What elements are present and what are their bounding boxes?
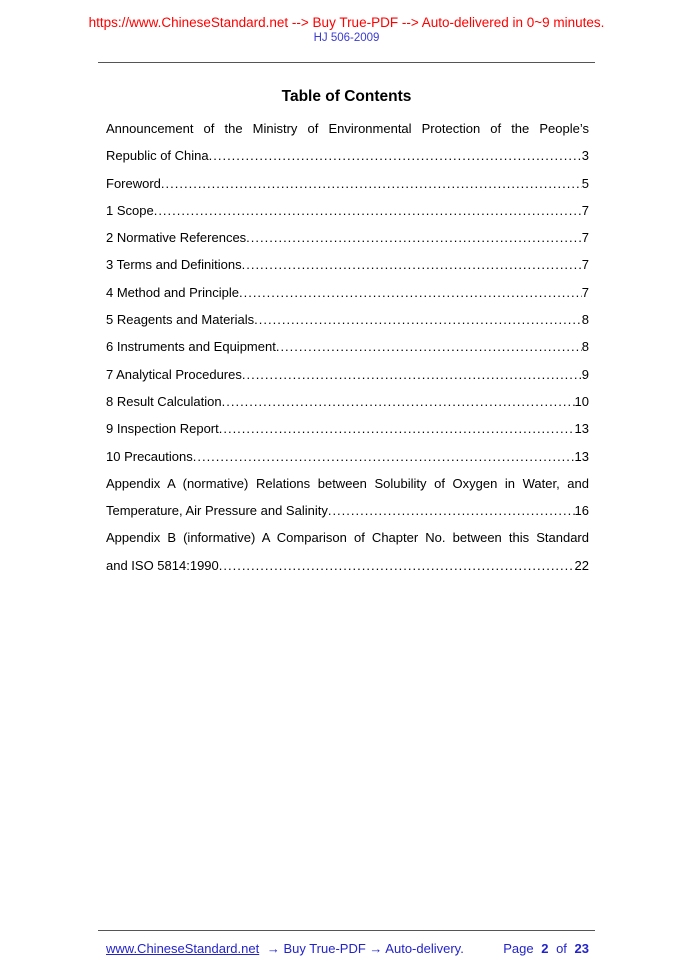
toc-leader-dots [328,497,575,524]
toc-entry-page-number: 9 [581,366,589,382]
toc-entry-page-number: 7 [581,202,589,218]
toc-entry-page-number: 13 [574,448,589,464]
toc-entry-label: 8 Result Calculation [106,393,222,409]
toc-entry-label: 9 Inspection Report [106,421,219,437]
toc-entry [106,115,589,170]
toc-entry-last-line [106,306,589,333]
toc-entry-last-line [106,224,589,251]
toc-entry-last-line [106,497,589,524]
toc-entry-page-number: 8 [581,312,589,328]
toc-list [106,115,589,579]
toc-entry-label: Foreword [106,175,161,191]
promo-banner-link[interactable]: https://www.ChineseStandard.net --> Buy True-PDF --> Auto-delivered in 0~9 minutes. [88,15,605,30]
toc-entry-page-number: 7 [581,230,589,246]
header-divider [98,62,595,63]
toc-entry-label: Temperature, Air Pressure and Salinity [106,503,328,519]
toc-entry-last-line [106,279,589,306]
toc-entry [106,415,589,442]
toc-entry-last-line [106,415,589,442]
toc-entry-last-line [106,388,589,415]
footer-left [106,941,464,956]
toc-leader-dots [254,306,582,333]
toc-entry [106,306,589,333]
toc-entry-label-line: Announcement of the Ministry of Environmental Protection of the People’s [106,121,589,136]
toc-leader-dots [219,552,575,579]
toc-entry-label: and ISO 5814:1990 [106,557,219,573]
toc-entry-page-number: 8 [581,339,589,355]
toc-entry-page-number: 3 [581,148,589,164]
toc-entry [106,470,589,525]
toc-entry-label: 2 Normative References [106,230,247,246]
footer-tagline: → Buy True-PDF → Auto-delivery. [266,941,464,956]
toc-entry [106,279,589,306]
toc-entry-last-line [106,251,589,278]
toc-leader-dots [276,333,582,360]
footer-divider [98,930,595,931]
toc-entry-page-number: 22 [574,557,589,573]
toc-entry [106,224,589,251]
page-title: Table of Contents [281,88,412,105]
toc-entry-last-line [106,443,589,470]
toc-entry-label: 7 Analytical Procedures [106,366,242,382]
toc-leader-dots [219,415,575,442]
toc-entry-label: 3 Terms and Definitions [106,257,242,273]
toc-entry-page-number: 13 [574,421,589,437]
toc-entry-label: 1 Scope [106,202,154,218]
toc-entry-label-line: Appendix A (normative) Relations between Solubility of Oxygen in Water, and [106,475,589,491]
toc-entry-last-line [106,142,589,169]
toc-entry-label-line: Appendix B (informative) A Comparison of Chapter No. between this Standard [106,530,589,546]
toc-entry-page-number: 7 [581,284,589,300]
footer-site-link[interactable]: www.ChineseStandard.net [106,941,260,956]
toc-leader-dots [242,361,582,388]
toc-entry-label: 6 Instruments and Equipment [106,339,276,355]
toc-entry [106,170,589,197]
current-page-number: 2 [541,941,549,956]
toc-entry-label: 4 Method and Principle [106,284,239,300]
toc-entry-page-number: 16 [574,503,589,519]
toc-entry [106,388,589,415]
toc-leader-dots [242,251,582,278]
of-label: of [556,941,567,956]
toc-entry [106,524,589,579]
total-page-number: 23 [574,941,589,956]
toc-entry [106,361,589,388]
toc-entry-label: Republic of China [106,148,209,164]
toc-leader-dots [246,224,582,251]
toc-leader-dots [239,279,582,306]
toc-entry-label: 10 Precautions [106,448,193,464]
toc-entry-last-line [106,333,589,360]
page-label: Page [503,941,534,956]
page-footer [106,941,589,956]
toc-entry-last-line [106,197,589,224]
toc-leader-dots [154,197,582,224]
toc-entry [106,251,589,278]
toc-leader-dots [161,170,582,197]
toc-leader-dots [222,388,575,415]
toc-entry [106,333,589,360]
toc-entry-page-number: 7 [581,257,589,273]
toc-entry-last-line [106,170,589,197]
toc-entry [106,443,589,470]
page-indicator [499,941,589,956]
standard-number: HJ 506-2009 [313,32,380,44]
toc-entry-page-number: 10 [574,393,589,409]
toc-entry-last-line [106,552,589,579]
toc-leader-dots [193,443,575,470]
toc-leader-dots [209,142,582,169]
toc-entry-label: 5 Reagents and Materials [106,312,255,328]
toc-entry-last-line [106,361,589,388]
toc-entry-page-number: 5 [581,175,589,191]
toc-entry [106,197,589,224]
